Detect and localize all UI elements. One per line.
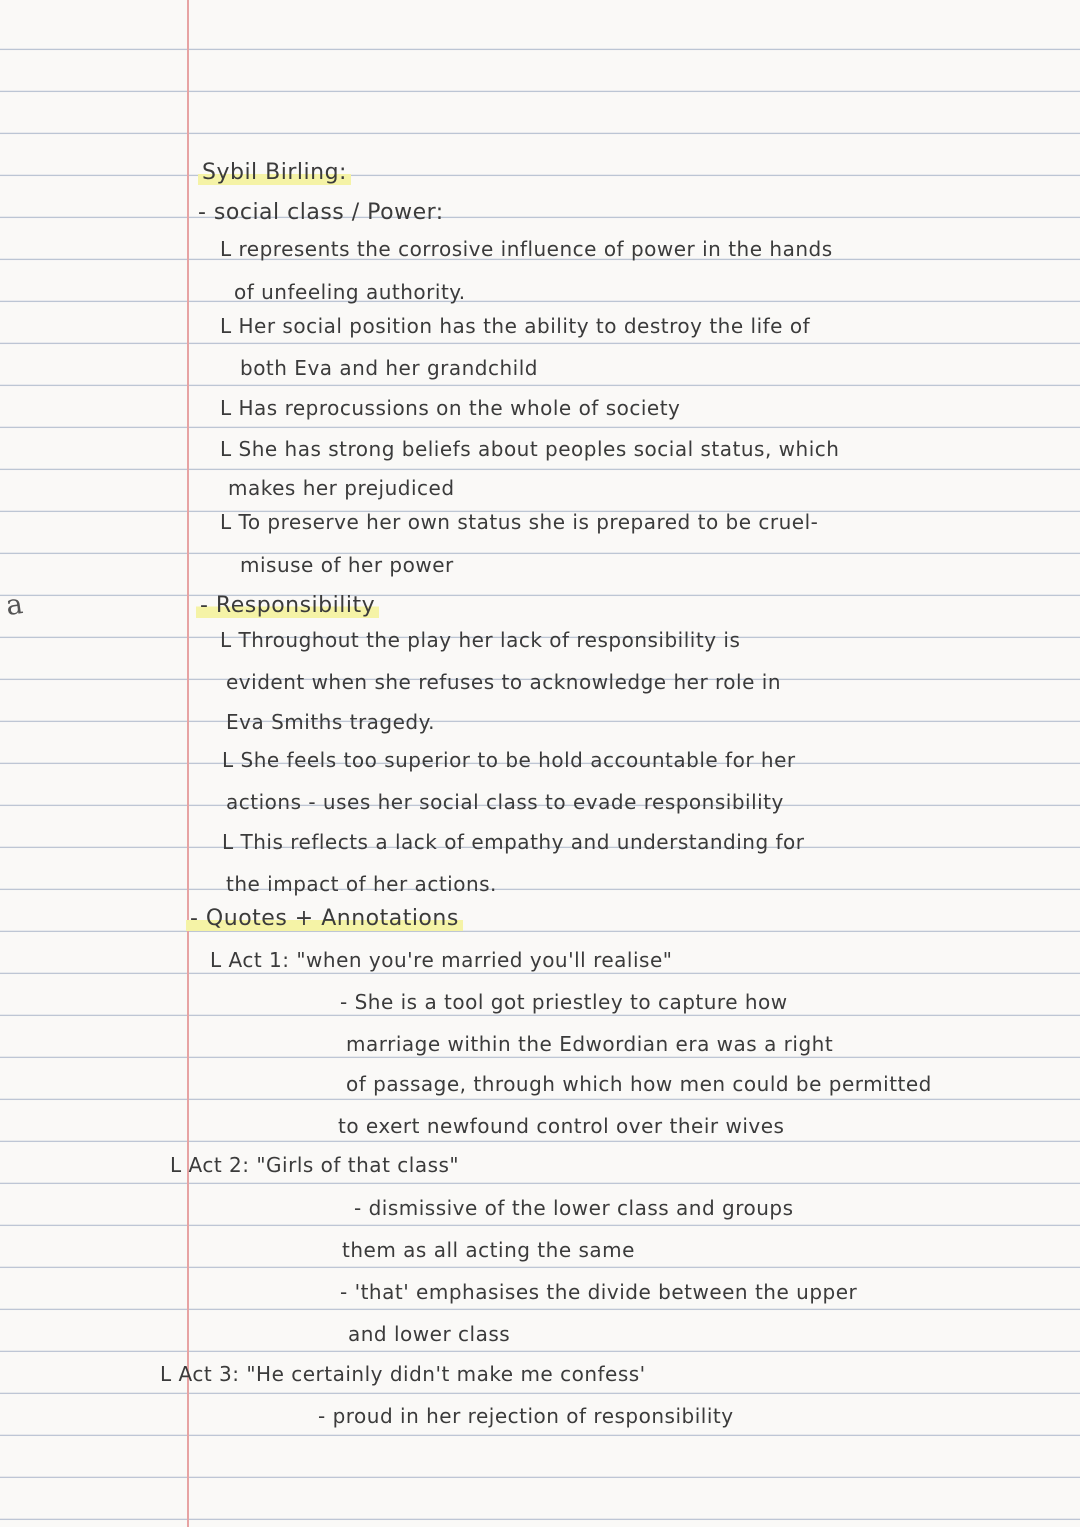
annotation-line: of passage, through which how men could be permitted xyxy=(346,1072,932,1096)
note-line: evident when she refuses to acknowledge her role in xyxy=(226,670,781,694)
section-heading-social-class: - social class / Power: xyxy=(198,200,444,225)
quote-line: L Act 2: "Girls of that class" xyxy=(170,1153,460,1177)
note-line: Eva Smiths tragedy. xyxy=(226,710,435,734)
section-heading-quotes: - Quotes + Annotations xyxy=(186,906,463,931)
note-line: actions - uses her social class to evade responsibility xyxy=(226,790,784,814)
annotation-line: to exert newfound control over their wives xyxy=(338,1114,785,1138)
annotation-line: - dismissive of the lower class and groups xyxy=(354,1196,794,1220)
annotation-line: marriage within the Edwordian era was a right xyxy=(346,1032,834,1056)
page-title: Sybil Birling: xyxy=(198,160,351,185)
note-line: L She has strong beliefs about peoples social status, which xyxy=(220,437,840,461)
note-line: L represents the corrosive influence of power in the hands xyxy=(220,237,833,261)
margin-mark: a xyxy=(3,586,25,623)
annotation-line: them as all acting the same xyxy=(342,1238,635,1262)
margin-line xyxy=(187,0,189,1527)
note-line: L Has reprocussions on the whole of society xyxy=(220,396,681,420)
note-line: of unfeeling authority. xyxy=(234,280,466,304)
note-line: L Her social position has the ability to destroy the life of xyxy=(220,314,811,338)
annotation-line: - She is a tool got priestley to capture how xyxy=(340,990,788,1014)
note-line: L This reflects a lack of empathy and understanding for xyxy=(222,830,805,854)
annotation-line: and lower class xyxy=(348,1322,511,1346)
section-heading-responsibility: - Responsibility xyxy=(196,593,379,618)
note-line: L Throughout the play her lack of responsibility is xyxy=(220,628,741,652)
note-line: makes her prejudiced xyxy=(228,476,455,500)
note-line: misuse of her power xyxy=(240,553,454,577)
quote-line: L Act 1: "when you're married you'll realise" xyxy=(210,948,673,972)
annotation-line: - proud in her rejection of responsibility xyxy=(318,1404,734,1428)
annotation-line: - 'that' emphasises the divide between the upper xyxy=(340,1280,858,1304)
note-line: both Eva and her grandchild xyxy=(240,356,538,380)
note-line: L To preserve her own status she is prepared to be cruel- xyxy=(220,510,819,534)
note-line: the impact of her actions. xyxy=(226,872,497,896)
note-line: L She feels too superior to be hold accountable for her xyxy=(222,748,796,772)
quote-line: L Act 3: "He certainly didn't make me confess' xyxy=(160,1362,646,1386)
